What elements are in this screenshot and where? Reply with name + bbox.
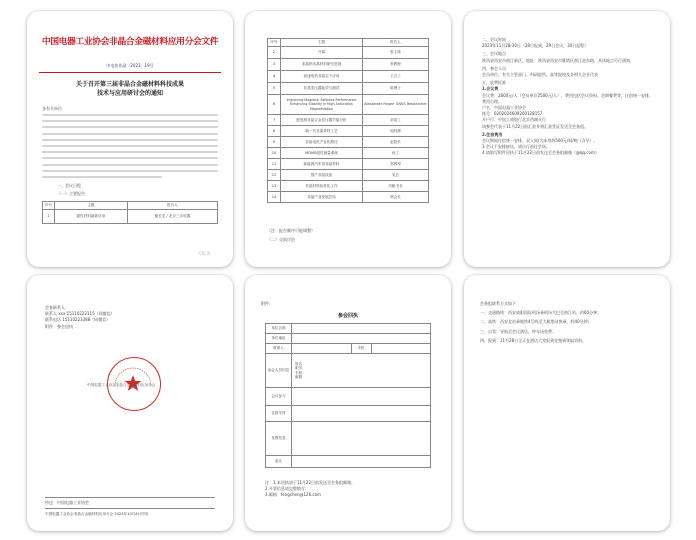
form-label: 联系人 (266, 344, 292, 354)
table-cell: 3 (268, 59, 281, 71)
table-header: 序号 (268, 39, 281, 47)
table-cell: 王总工 (363, 71, 429, 83)
page-thumbnail-2[interactable] (245, 11, 451, 267)
contact-line: 联系电话 15110223388（同微信） (45, 317, 111, 323)
form-field[interactable] (292, 324, 431, 334)
table-cell: 吴总 (363, 170, 429, 181)
section-heading: 二、会议时间 (482, 37, 506, 42)
form-field[interactable] (292, 456, 431, 468)
body-text: 2023年11月28-30日（28日报到，29日会议，30日返程） (482, 43, 589, 49)
table-header: 主题 (55, 202, 128, 210)
attendee-info-field[interactable] (292, 354, 431, 388)
field-label: 手机 (295, 370, 303, 375)
body-text: 陕西省西安市曲江新区，地址：陕西省西安市雁塔区曲江池东路，具体地点另行通知。 (482, 57, 634, 63)
table-cell: 周经理 (363, 126, 429, 137)
page-thumbnail-1[interactable] (27, 11, 233, 267)
notice-title (27, 81, 233, 98)
body-text: 会议费：2800元/人（会员单位2500元/人），费用包括会议资料、会期餐费等，住宿统一安排，费用自理。 (482, 92, 654, 104)
intro-text: 会务组联系方式如下： (480, 301, 520, 306)
subheading: （一）主要报告 (57, 191, 85, 196)
table-cell: MDMS磁性测量系统 (281, 148, 363, 159)
body-text: 会员单位、有关主管部门、科研院所、高等院校及各相关企业代表 (482, 72, 598, 78)
body-text: 会议期间住宿统一安排，双人间/大床房约500元/间/晚（含早）。 (482, 138, 598, 144)
table-cell: 7 (268, 115, 281, 126)
table-cell: 谢长龙 / 北京三水电器 (127, 210, 217, 224)
field-label: 职务 (295, 366, 303, 371)
bank-name: 开户行：中国工商银行北京西城支行 (482, 117, 546, 123)
seal-signature: 中国电器工业协会非晶合金磁材料应用分会 (87, 383, 156, 387)
travel-info (480, 301, 656, 344)
table-cell: 1 (43, 210, 55, 224)
form-label: 单位地址 (266, 334, 292, 344)
form-label: 住宿安排 (266, 406, 292, 422)
body-text: 请参会代表于11月22日前汇款并将汇款凭证发送至会务组。 (482, 123, 589, 129)
table-footnote: （注：报告顺序可能调整） (267, 228, 315, 233)
account-name: 户名：中国电器工业协会 (482, 105, 526, 111)
table-cell: 配电网非晶合金变压器节能分析 (281, 115, 363, 126)
field-label: 姓名 (295, 361, 303, 366)
table-header: 序号 (43, 202, 55, 210)
attachment-label: 附件： (261, 301, 273, 306)
table-cell: 非晶材料标准化工作 (281, 181, 363, 192)
table-cell: 新能源汽车用非晶材料 (281, 159, 363, 170)
doc-number: 中电协非晶〔2023〕19号 (106, 63, 154, 68)
form-label: 备注 (266, 456, 292, 468)
org-header: 中国电器工业协会非晶合金磁材料应用分会文件 (41, 37, 219, 47)
cc-line: 抄送：中国电器工业协会 (45, 500, 89, 505)
table-cell: 非晶变压器能效与测试 (281, 83, 363, 95)
contact-line: 联系人 xxx 15110222115（同微信） (45, 311, 115, 317)
table-cell: 韩会长 (363, 192, 429, 203)
section-heading: （二）交流讨论 (267, 237, 295, 242)
page-thumbnail-3[interactable] (464, 11, 670, 267)
table-cell: 磁性材料最新应用 (55, 210, 128, 224)
print-footer: 中国电器工业协会非晶合金磁材料应用分会 2023年10月8日印发 (45, 512, 149, 516)
table-cell: 张主席 (363, 47, 429, 59)
registration-form (265, 323, 431, 468)
section-heading: 三、会议地点 (482, 51, 506, 57)
form-label: 单位名称 (266, 324, 292, 334)
table-cell: 2 (268, 47, 281, 59)
table-cell: 开幕 (281, 47, 363, 59)
table-cell: 8 (268, 126, 281, 137)
form-label: 手机 (351, 344, 371, 354)
form-label: 会议参与 (266, 388, 292, 406)
account-number: 账号：0202024609200128157 (482, 111, 543, 117)
table-cell: 孙工 (363, 148, 429, 159)
form-label: 参会人员信息 (266, 354, 292, 388)
body-text: 4.请填写附件回执于11月22日前发送至会务组邮箱（@qq.com） (482, 150, 599, 156)
body-text-placeholder (42, 114, 218, 182)
greeting: 各有关单位： (42, 106, 66, 111)
form-field[interactable] (292, 406, 431, 422)
table-cell: 11 (268, 159, 281, 170)
notice-title-line2: 技术与应用研讨会的通知 (96, 89, 163, 97)
header-divider (39, 72, 221, 73)
info-item: 二、高铁：西安北站乘地铁4号线至大雁塔站换乘，约40分钟； (480, 319, 592, 325)
form-field[interactable] (292, 388, 431, 406)
table-cell: Alexander Fegeri GNSS Researcher (363, 95, 429, 115)
field-label: 邮箱 (295, 374, 303, 379)
table-cell: 郑教授 (363, 159, 429, 170)
body-text: 3.会议不安排接送，请自行前往会场。 (482, 144, 550, 150)
section-heading: 一、会议日程 (57, 183, 81, 188)
page-thumbnail-4[interactable] (27, 275, 233, 531)
table-cell: 10 (268, 148, 281, 159)
notice-title-line1: 关于召开第三届非晶合金磁材料科技成果 (75, 81, 184, 88)
form-field[interactable] (292, 344, 352, 354)
table-cell: 新一代非晶带材工艺 (281, 126, 363, 137)
table-cell: 9 (268, 137, 281, 148)
table-header: 主题 (281, 39, 363, 47)
contact-line: 会务联系人： (45, 305, 69, 310)
table-cell: 非晶产业发展总结 (281, 192, 363, 203)
contact-block (45, 305, 215, 330)
note-line: 3.邮箱：fengchen@126.com (265, 492, 321, 498)
form-field[interactable] (292, 334, 431, 344)
watermark: 天眼查 (197, 252, 211, 257)
subheading: 1.会议费 (482, 86, 499, 92)
table-cell: 刘高工 (363, 115, 429, 126)
info-item: 一、交通路线：西安咸阳国际机场乘机场大巴至曲江站，约60分钟； (480, 310, 602, 316)
section-heading: 四、参会人员 (482, 65, 506, 71)
table-cell: 5 (268, 83, 281, 95)
schedule-table (42, 201, 218, 224)
table-cell: 赵院长 (363, 137, 429, 148)
form-field[interactable] (292, 422, 431, 456)
table-cell: Improving Magnetic Softness Performance Enhancing Stability in High-Saturation Magnetization (281, 95, 363, 115)
table-cell: 12 (268, 170, 281, 181)
table-cell: 陈博士 (363, 83, 429, 95)
form-title: 参会回执 (337, 313, 358, 319)
table-header: 报告人 (363, 39, 429, 47)
info-item: 四、报到：11月28日全天在酒店大堂报到处签到领取资料。 (480, 337, 587, 343)
form-field[interactable] (371, 344, 431, 354)
table-cell: 高速电机非晶定子应用 (281, 71, 363, 83)
table-cell: 6 (268, 95, 281, 115)
table-cell: 冯秘书长 (363, 181, 429, 192)
table-cell: 非晶纳米晶材料研究进展 (281, 59, 363, 71)
table-cell: 李教授 (363, 59, 429, 71)
page-thumbnail-5[interactable] (245, 275, 451, 531)
note-line: 2.开票信息请完整填写； (265, 486, 309, 492)
page-thumbnail-6[interactable] (464, 275, 670, 531)
table-cell: 14 (268, 192, 281, 203)
form-label: 发票信息 (266, 422, 292, 456)
footer-divider (45, 497, 215, 498)
subheading: 2.住宿费用 (482, 131, 503, 137)
info-item: 三、自驾：导航至会议酒店，停车场免费； (480, 328, 556, 334)
table-cell: 13 (268, 181, 281, 192)
section-heading: 五、收费标准 (482, 80, 506, 86)
table-cell: 非晶电机产业化路径 (281, 137, 363, 148)
footer-divider (45, 508, 215, 509)
table-cell: 4 (268, 71, 281, 83)
table-cell: 国产非晶设备 (281, 170, 363, 181)
attachment-line: 附件：参会回执 (45, 323, 73, 329)
form-notes (265, 480, 431, 499)
table-header: 报告人 (127, 202, 217, 210)
schedule-table-continued (267, 38, 429, 203)
note-line: 注：1.本回执请于11月22日前发送至会务组邮箱； (265, 480, 355, 485)
notice-body (482, 37, 654, 157)
